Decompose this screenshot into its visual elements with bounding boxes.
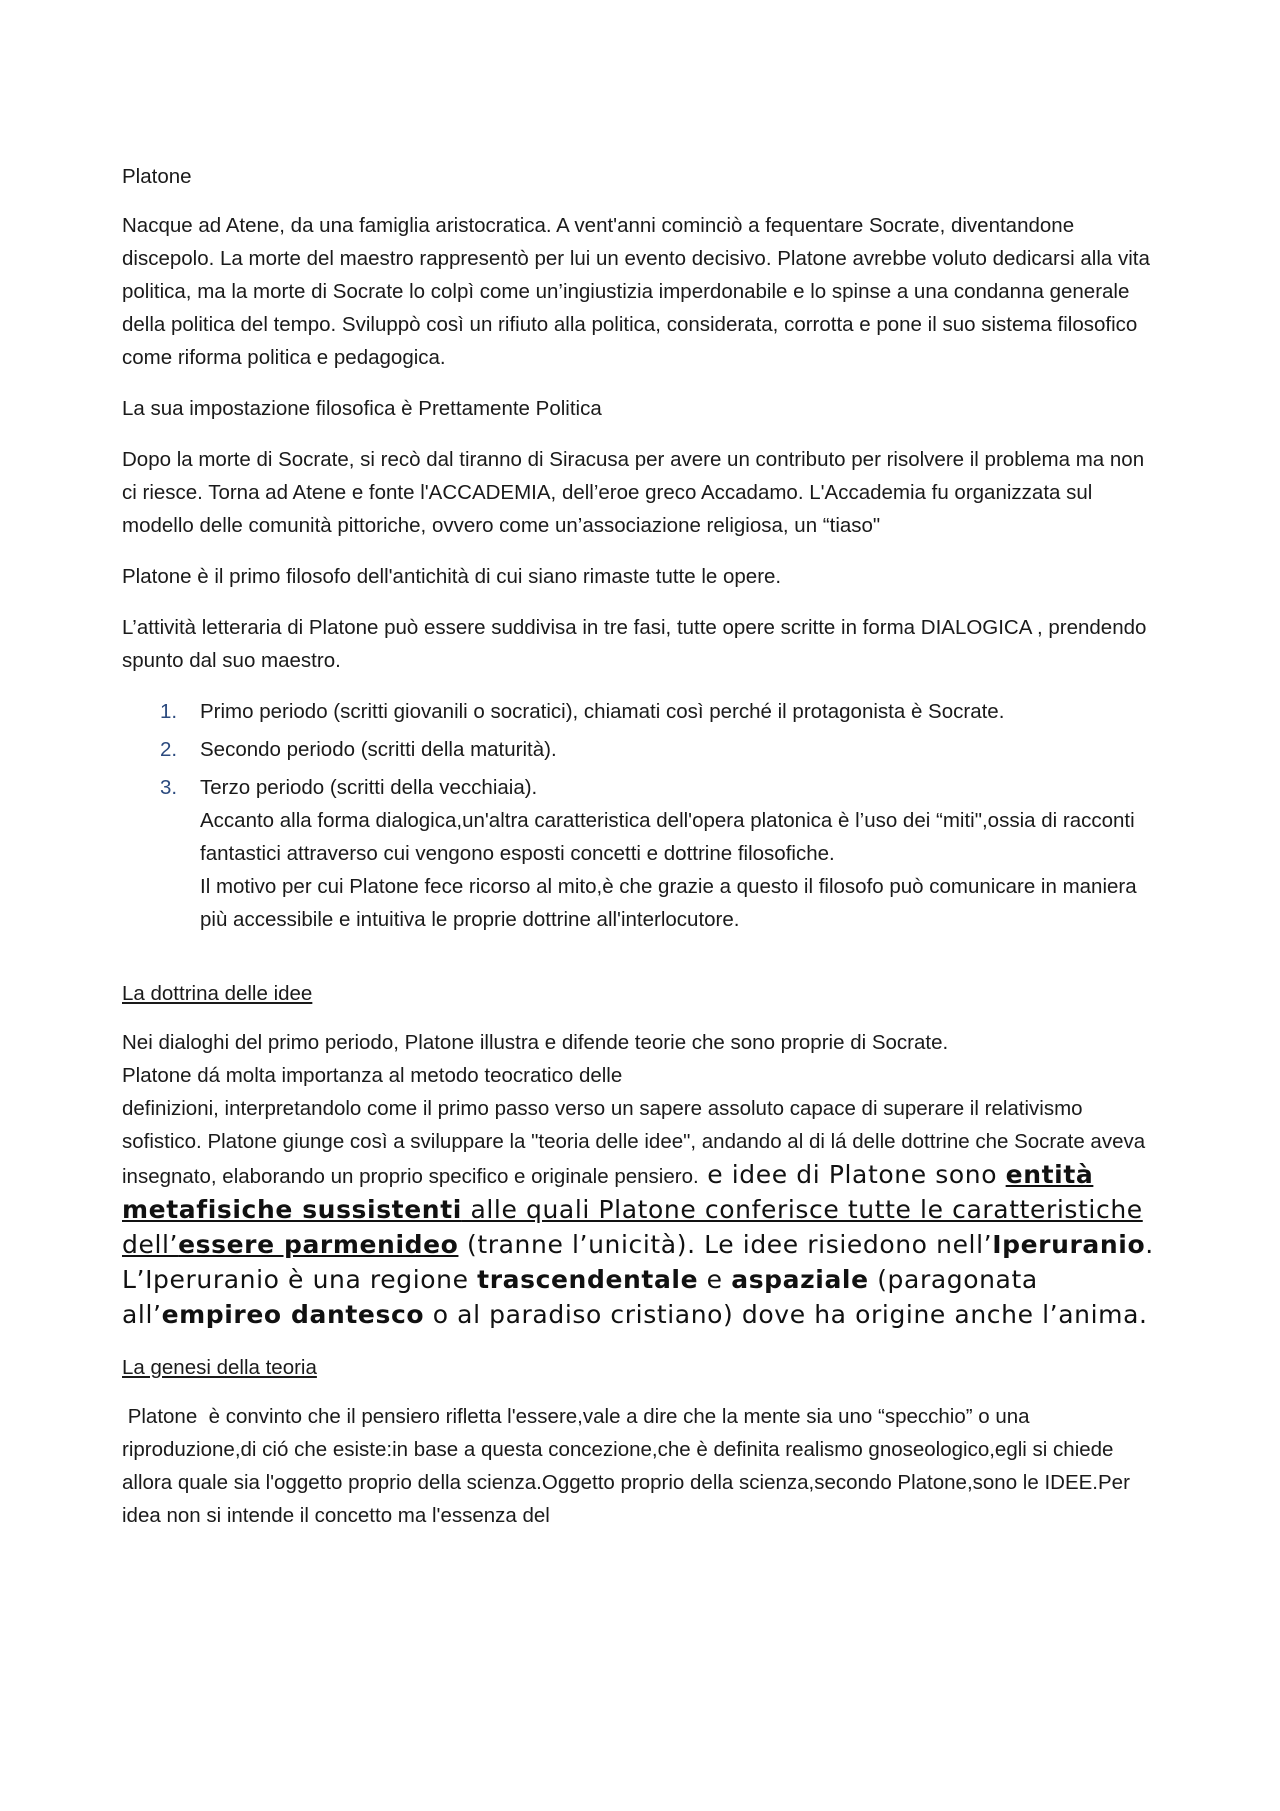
bold-term-entita: entità metafisiche sussistenti: [122, 1160, 1094, 1224]
list-item-mito: Il motivo per cui Platone fece ricorso al mito,è che grazie a questo il filosofo può comunicare in maniera più accessibile e intuitiva le proprie dottrine all'interlocutore.: [200, 875, 1137, 931]
paragraph-attivita-letteraria: L’attività letteraria di Platone può essere suddivisa in tre fasi, tutte opere scritte in forma DIALOGICA , prendendo spunto dal suo maestro.: [122, 616, 1147, 672]
heading-genesi-teoria: La genesi della teoria: [122, 1356, 317, 1379]
big-text-segment: (tranne l’unicità). Le idee risiedono nell’: [458, 1230, 993, 1259]
spacer: [122, 941, 1162, 977]
list-item-text: Primo periodo (scritti giovanili o socratici), chiamati così perché il protagonista è Socrate.: [200, 700, 1005, 723]
paragraph-primo-periodo: [122, 1026, 1162, 1333]
heading-dottrina-idee: La dottrina delle idee: [122, 982, 313, 1005]
paragraph-biography: Nacque ad Atene, da una famiglia aristocratica. A vent'anni cominciò a fequentare Socrate, diventandone discepolo. La morte del maestro rappresentò per lui un evento decisivo. Platone avrebbe voluto dedicarsi alla vita politica, ma la morte di Socrate lo colpì come un’ingiustizia imperdonabile e lo spinse a una condanna generale della politica del tempo. Sviluppò così un rifiuto alla politica, considerata, corrotta e pone il suo sistema filosofico come riforma politica e pedagogica.: [122, 214, 1150, 369]
list-item: [160, 695, 1162, 728]
big-text-segment: o al paradiso cristiano) dove ha origine anche l’anima.: [424, 1300, 1148, 1329]
big-text-segment: e: [698, 1265, 732, 1294]
paragraph-line: definizioni, interpretandolo come il primo passo verso un sapere assoluto capace di superare il relativismo sofistico. Platone giunge così a sviluppare la "teoria delle idee", andando al di lá delle dottrine che Socrate aveva insegnato, elaborando un proprio specifico e originale pensiero.: [122, 1097, 1146, 1188]
list-number: 3.: [160, 776, 178, 799]
bold-term-essere-parmenideo: essere parmenideo: [178, 1230, 459, 1259]
spacer: [122, 1333, 1162, 1351]
paragraph-line: Platone dá molta importanza al metodo teocratico delle: [122, 1064, 623, 1087]
paragraph-impostazione: La sua impostazione filosofica è Prettamente Politica: [122, 397, 602, 420]
big-text-segment: e idee di Platone sono: [698, 1160, 1006, 1189]
bold-term-aspaziale: aspaziale: [731, 1265, 869, 1294]
paragraph-line: Nei dialoghi del primo periodo, Platone illustra e difende teorie che sono proprie di Socrate.: [122, 1031, 949, 1054]
list-item-text: Terzo periodo (scritti della vecchiaia).: [200, 776, 538, 799]
list-item: [160, 733, 1162, 766]
big-text-segment: (paragonata all’: [122, 1265, 1038, 1329]
document-body: [122, 160, 1162, 1550]
periods-list: [122, 695, 1162, 936]
bold-term-trascendentale: trascendentale: [477, 1265, 699, 1294]
paragraph-opere: Platone è il primo filosofo dell'antichità di cui siano rimaste tutte le opere.: [122, 565, 782, 588]
list-item-miti: Accanto alla forma dialogica,un'altra caratteristica dell'opera platonica è l’uso dei “miti",ossia di racconti fantastici attraverso cui vengono esposti concetti e dottrine filosofiche.: [200, 809, 1135, 865]
bold-term-iperuranio: Iperuranio: [992, 1230, 1146, 1259]
list-item-text: Secondo periodo (scritti della maturità).: [200, 738, 557, 761]
paragraph-genesi: Platone è convinto che il pensiero rifletta l'essere,vale a dire che la mente sia uno “specchio” o una riproduzione,di ció che esiste:in base a questa concezione,che è definita realismo gnoseologico,egli si chiede allora quale sia l'oggetto proprio della scienza.Oggetto proprio della scienza,secondo Platone,sono le IDEE.Per idea non si intende il concetto ma l'essenza del: [122, 1405, 1136, 1527]
bold-term-empireo: empireo dantesco: [161, 1300, 425, 1329]
big-text-segment-underlined: alle quali Platone conferisce tutte le caratteristiche dell’: [122, 1195, 1143, 1259]
list-item: [160, 771, 1162, 936]
paragraph-accademia: Dopo la morte di Socrate, si recò dal tiranno di Siracusa per avere un contributo per risolvere il problema ma non ci riesce. Torna ad Atene e fonte l'ACCADEMIA, dell’eroe greco Accadamo. L'Accademia fu organizzata sul modello delle comunità pittoriche, ovvero come un’associazione religiosa, un “tiaso": [122, 448, 1145, 537]
list-number: 1.: [160, 700, 178, 723]
big-text-segment: . L’Iperuranio è una regione: [122, 1230, 1154, 1294]
list-number: 2.: [160, 738, 178, 761]
document-title: Platone: [122, 165, 192, 188]
